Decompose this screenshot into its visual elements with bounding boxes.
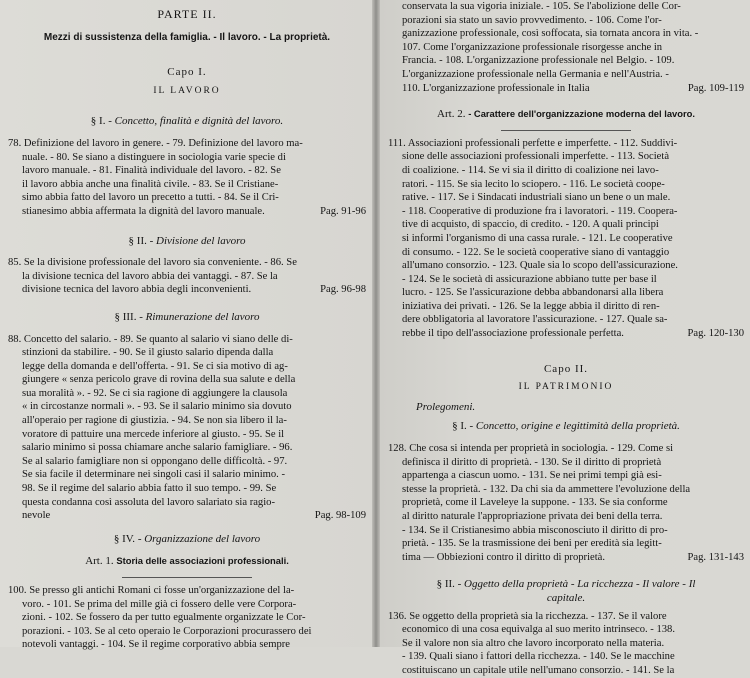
section-title: - Divisione del lavoro [149, 234, 246, 247]
text-line-content: nevole [22, 510, 51, 522]
section-heading [8, 533, 366, 547]
text-line-content: stianesimo abbia affermata la dignità del lavoro manuale. [22, 205, 265, 217]
text-line: « in circostanze normali ». - 93. Se il salario minimo sia dovuto [22, 401, 292, 413]
text-line: costituiscano un capitale utile nell'umano consorzio. - 141. Se la [402, 664, 675, 676]
text-line: di consumo. - 122. Se le società cooperative siano di vantaggio [402, 246, 670, 258]
text-line: rative. - 117. Se i Sindacati industriali siano un bene o un male. [402, 192, 671, 204]
section-number: § IV. [113, 532, 136, 545]
text-line: 85. Se la divisione professionale del lavoro sia conveniente. - 86. Se [8, 257, 297, 269]
text-line: simo abbia fatto del lavoro un precetto a tutti. - 84. Se il Cri- [22, 192, 279, 204]
part-title: PARTE II. [157, 7, 217, 21]
text-line: 107. Come l'organizzazione professionale risorgesse anche in [402, 41, 663, 53]
page-reference: Pag. 109-119 [687, 82, 744, 94]
text-line: Se sia facile il determinare nei singoli casi il salario minimo. - [22, 469, 286, 481]
article-title: - Carattere dell'organizzazione moderna del lavoro. [468, 108, 695, 120]
text-line: di coalizione. - 114. Se vi sia il diritto di coalizione nei lavo- [402, 164, 659, 176]
section-heading [388, 420, 744, 434]
section-heading [8, 311, 366, 325]
text-line-content: rebbe il tipo dell'associazione professionale perfetta. [402, 328, 624, 340]
text-line [8, 283, 366, 297]
continuation-text [388, 0, 744, 95]
text-line: legge della domanda e dell'offerta. - 91. Se ci sia motivo di ag- [22, 360, 288, 372]
page-reference: Pag. 131-143 [687, 551, 744, 563]
page-reference: Pag. 91-96 [320, 205, 366, 217]
text-line: proprietà, come il Laveleye la suppone. - 133. Se sia conforme [402, 497, 668, 509]
text-line: - 118. Cooperative di produzione fra i lavoratori. - 119. Coopera- [402, 205, 678, 217]
text-line: 128. Che cosa si intenda per proprietà in sociologia. - 129. Come si [388, 443, 674, 455]
text-line-content: tima — Obbiezioni contro il diritto di proprietà. [402, 551, 606, 563]
text-line: definisca il diritto di proprietà. - 130. Se il diritto di proprietà [402, 456, 662, 468]
article-text [388, 137, 744, 341]
text-line: sione delle associazioni professionali imperfette. - 113. Società [402, 151, 670, 163]
text-line: Se il valore non sia altro che lavoro incorporato nella materia. [402, 637, 665, 649]
article-title: Storia delle associazioni professionali. [116, 555, 289, 567]
text-line: prietà. - 135. Se la trasmissione dei beni per eredità sia legitt- [402, 538, 662, 550]
text-line: - 124. Se le società di assicurazione abbiano tutte per base il [402, 273, 657, 285]
text-line: zioni. - 102. Se fossero da per tutto egualmente organizzate le Cor- [22, 612, 306, 624]
section-number: § I. [90, 115, 106, 128]
text-line: all'operaio per ragione di giustizia. - 94. Se non sia libero il la- [22, 415, 287, 427]
text-line: lucro. - 125. Se l'assicurazione debba abbandonarsi alla libera [402, 287, 664, 299]
text-line: sua moralità ». - 92. Se ci sia ragione di aggiungere la clausola [22, 387, 288, 399]
text-line-content: divisione tecnica del lavoro abbia degli inconvenienti. [22, 284, 252, 296]
text-line: lavoro manuale. - 81. Finalità individuale del lavoro. - 82. Se [22, 165, 281, 177]
text-line: notevoli vantaggi. - 104. Se il regime corporativo abbia sempre [22, 639, 291, 651]
section-number: § I. [452, 420, 467, 433]
text-line: iniziativa dei privati. - 126. Se la legge abbia il diritto di ren- [402, 300, 660, 312]
page-reference: Pag. 98-109 [314, 510, 366, 522]
text-line: il lavoro abbia anche una finalità civile. - 83. Se il Cristiane- [22, 178, 279, 190]
text-line: al diritto naturale l'appropriazione privata dei beni della terra. [402, 511, 663, 522]
book-gutter [372, 0, 380, 647]
text-line: nuale. - 80. Se siano a distinguere in sociologia varie specie di [22, 151, 286, 163]
section-text [8, 256, 366, 297]
text-line: - 139. Quali siano i fattori della ricchezza. - 140. Se le macchine [402, 651, 675, 663]
text-line [388, 551, 744, 565]
text-line: tive di acquisto, di spaccio, di credito. - 120. A quali principi [402, 219, 659, 231]
text-line: voro. - 101. Se prima del mille già ci fossero delle vere Corpora- [22, 598, 297, 610]
text-line: porazioni. - 103. Se al ceto operaio le Corporazioni procurassero dei [22, 625, 312, 637]
text-line: la divisione tecnica del lavoro abbia dei vantaggi. - 87. Se la [22, 270, 278, 282]
part-subtitle: Mezzi di sussistenza della famiglia. - Il lavoro. - La proprietà. [43, 31, 331, 43]
text-line [8, 509, 366, 523]
text-line: conservata la sua vigoria iniziale. - 105. Se l'abolizione delle Cor- [402, 1, 681, 12]
section-text [388, 442, 744, 564]
article-heading [8, 554, 366, 569]
divider [122, 577, 252, 578]
page-reference: Pag. 120-130 [687, 328, 744, 340]
text-line: 98. Se il regime del salario abbia fatto il suo tempo. - 99. Se [22, 483, 277, 495]
section-title-continuation: capitale. [546, 591, 586, 604]
capo-subtitle: IL LAVORO [153, 85, 221, 96]
text-line: Francia. - 108. L'organizzazione professionale nel Belgio. - 109. [402, 55, 675, 67]
text-line: Se al salario famigliare non si oppongano delle difficoltà. - 97. [22, 455, 288, 467]
text-line: - 134. Se il Cristianesimo abbia misconosciuto il diritto di pro- [402, 524, 668, 536]
section-text [8, 333, 366, 523]
section-number: § III. [114, 310, 137, 323]
text-line: 88. Concetto del salario. - 89. Se quanto al salario vi siano delle di- [8, 333, 293, 345]
text-line: appartenga a ciascun uomo. - 131. Se nei primi tempi già esi- [402, 470, 662, 482]
section-number: § II. [128, 234, 147, 247]
divider [501, 130, 631, 131]
text-line: porazioni sia stato un savio provvedimento. - 106. Come l'or- [402, 14, 662, 26]
text-line: dere obbligatoria al lavoratore l'assicurazione. - 127. Quale sa- [402, 314, 668, 326]
section-heading [8, 235, 366, 249]
text-line: giungere « senza pericolo grave di rovina della sua salute e della [22, 374, 296, 386]
section-title: - Rimunerazione del lavoro [139, 310, 260, 323]
text-line-content: 110. L'organizzazione professionale in Italia [402, 82, 590, 94]
text-line: voratore di pattuire una mercede inferiore al giusto. - 95. Se il [22, 428, 285, 440]
text-line: ganizzazione professionale, così soffocata, sia tornata ancora in vita. - [402, 28, 699, 40]
text-line [388, 82, 744, 96]
text-line: questa condanna così assoluta del lavoro salariato sia ragio- [22, 496, 275, 508]
section-text [8, 137, 366, 219]
section-heading [388, 578, 744, 605]
text-line [388, 327, 744, 341]
prolegomeni-heading: Prolegomeni. [416, 400, 476, 413]
text-line: ratori. - 115. Se sia lecito lo sciopero. - 116. Le società coope- [402, 178, 665, 190]
text-line: economico di una cosa equivalga al suo merito intrinseco. - 138. [402, 624, 676, 636]
section-number: § II. [436, 578, 455, 591]
text-line: 100. Se presso gli antichi Romani ci fosse un'organizzazione del la- [8, 585, 295, 596]
text-line: stesse la proprietà. - 132. Da chi sia da ammettere l'evoluzione della [402, 483, 691, 495]
article-number: Art. 1. [85, 555, 114, 568]
article-number: Art. 2. [437, 108, 466, 121]
section-title: - Oggetto della proprietà - La ricchezza - Il valore - Il [457, 578, 696, 591]
article-heading [388, 107, 744, 122]
text-line [8, 205, 366, 219]
text-line: 78. Definizione del lavoro in genere. - 79. Definizione del lavoro ma- [8, 137, 303, 149]
section-text [388, 610, 744, 678]
text-line: 136. Se oggetto della proprietà sia la ricchezza. - 137. Se il valore [388, 610, 667, 622]
section-title: - Concetto, finalità e dignità del lavoro. [108, 115, 284, 128]
section-heading [8, 115, 366, 129]
left-page [0, 0, 372, 651]
capo-title: Capo II. [543, 362, 589, 375]
section-title: - Organizzazione del lavoro [137, 532, 261, 545]
text-line: 111. Associazioni professionali perfette e imperfette. - 112. Suddivi- [388, 137, 678, 149]
text-line: L'organizzazione professionale nella Germania e nell'Austria. - [402, 68, 669, 80]
page-reference: Pag. 96-98 [320, 284, 366, 296]
section-text [8, 584, 366, 652]
text-line: si informi l'organismo di una cassa rurale. - 121. Le cooperative [402, 232, 673, 244]
capo-subtitle: IL PATRIMONIO [518, 382, 614, 393]
text-line: salario minimo si possa chiamare anche salario famigliare. - 96. [22, 442, 293, 454]
text-line: all'umano consorzio. - 123. Quale sia lo scopo dell'assicurazione. [402, 260, 678, 272]
text-line: stinzioni da stabilire. - 90. Se il giusto salario dipenda dalla [22, 347, 274, 359]
capo-title: Capo I. [167, 66, 207, 79]
section-title: - Concetto, origine e legittimità della proprietà. [469, 420, 680, 433]
right-page [380, 0, 750, 676]
